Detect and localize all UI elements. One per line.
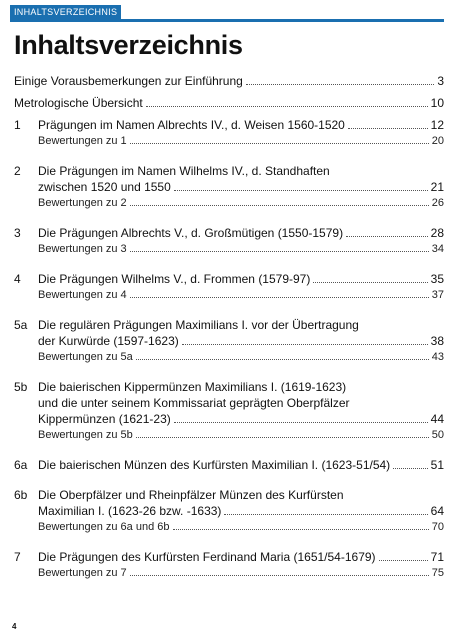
toc-entry-number: 6a	[14, 458, 28, 472]
toc-page-number: 20	[431, 135, 444, 147]
toc-dot-leader	[174, 180, 428, 191]
toc-entry-line	[38, 133, 444, 149]
toc-entry-title: Die regulären Prägungen Maximilians I. vor der Übertragung	[38, 318, 359, 332]
toc-entry-title: Die Prägungen Wilhelms V., d. Frommen (1579-97)	[38, 272, 311, 286]
page-number: 4	[12, 622, 17, 631]
toc-dot-leader	[379, 550, 428, 561]
toc-entry-line	[14, 95, 444, 111]
toc-entry-number: 2	[14, 164, 21, 178]
toc-entry[interactable]	[0, 317, 454, 333]
toc-entry-line	[38, 411, 444, 427]
toc-entry[interactable]	[0, 333, 454, 349]
toc-entry-title: Prägungen im Namen Albrechts IV., d. Weisen 1560-1520	[38, 118, 345, 132]
toc-entry-line	[14, 73, 444, 89]
toc-entry[interactable]	[0, 73, 454, 89]
toc-page-number: 10	[430, 96, 444, 110]
toc-entry[interactable]	[0, 163, 454, 179]
toc-page-number: 28	[430, 226, 444, 240]
toc-entry-line	[38, 179, 444, 195]
toc-page-number: 51	[430, 458, 444, 472]
toc-entry-number: 5a	[14, 318, 28, 332]
toc-entry-number: 5b	[14, 380, 28, 394]
toc-page-number: 64	[430, 504, 444, 518]
toc-entry[interactable]	[0, 379, 454, 395]
toc-entry-title: Bewertungen zu 5b	[38, 429, 133, 441]
toc-entry-title: Die baierischen Münzen des Kurfürsten Maximilian I. (1623-51/54)	[38, 458, 391, 472]
toc-entry-line	[38, 271, 444, 287]
toc-page-number: 50	[431, 429, 444, 441]
toc-dot-leader	[146, 96, 428, 107]
toc-dot-leader	[313, 272, 427, 283]
toc-entry-line	[38, 349, 444, 365]
toc-entry[interactable]	[0, 179, 454, 195]
toc-entry-line	[38, 333, 444, 349]
toc-page-number: 26	[431, 197, 444, 209]
toc-page-number: 35	[430, 272, 444, 286]
toc-dot-leader	[346, 226, 428, 237]
toc-entry-line	[38, 457, 444, 473]
toc-page-number: 70	[431, 521, 444, 533]
toc-dot-leader	[246, 74, 434, 85]
toc-entry[interactable]	[0, 457, 454, 473]
toc-dot-leader	[173, 519, 429, 530]
toc-subentry[interactable]	[0, 195, 454, 211]
toc-entry-number: 7	[14, 550, 21, 564]
toc-entry-line	[38, 379, 444, 395]
toc-entry-line	[38, 519, 444, 535]
toc-entry-title: Metrologische Übersicht	[14, 96, 143, 110]
toc-entry-line	[38, 565, 444, 581]
toc-entry-number: 3	[14, 226, 21, 240]
toc-page-number: 38	[430, 334, 444, 348]
toc-entry-title: und die unter seinem Kommissariat geprägten Oberpfälzer	[38, 396, 350, 410]
toc-entry-title: Maximilian I. (1623-26 bzw. -1633)	[38, 504, 222, 518]
toc-entry-title: Kippermünzen (1621-23)	[38, 412, 171, 426]
page-title: Inhaltsverzeichnis	[14, 30, 243, 60]
toc-subentry[interactable]	[0, 519, 454, 535]
toc-dot-leader	[174, 412, 428, 423]
toc-entry-line	[38, 287, 444, 303]
toc-entry-line	[38, 487, 444, 503]
toc-dot-leader	[130, 241, 429, 252]
toc-dot-leader	[130, 195, 429, 206]
toc-page-number: 37	[431, 289, 444, 301]
toc-dot-leader	[182, 334, 428, 345]
toc-subentry[interactable]	[0, 133, 454, 149]
toc-page-number: 43	[431, 351, 444, 363]
toc-entry[interactable]	[0, 95, 454, 111]
toc-page-number: 44	[430, 412, 444, 426]
toc-dot-leader	[348, 118, 428, 129]
toc-entry-title: Bewertungen zu 7	[38, 567, 127, 579]
running-header-label: INHALTSVERZEICHNIS	[10, 5, 121, 19]
toc-entry-title: Bewertungen zu 1	[38, 135, 127, 147]
toc-page-number: 21	[430, 180, 444, 194]
toc-entry-title: Die Prägungen des Kurfürsten Ferdinand Maria (1651/54-1679)	[38, 550, 376, 564]
toc-dot-leader	[393, 458, 427, 469]
toc-page-number: 34	[431, 243, 444, 255]
toc-entry-title: der Kurwürde (1597-1623)	[38, 334, 179, 348]
toc-page-number: 71	[430, 550, 444, 564]
toc-entry-line	[38, 117, 444, 133]
toc-entry[interactable]	[0, 395, 454, 411]
toc-entry-line	[38, 195, 444, 211]
toc-page-number: 75	[431, 567, 444, 579]
toc-entry-line	[38, 549, 444, 565]
toc-entry[interactable]	[0, 225, 454, 241]
toc-entry-line	[38, 225, 444, 241]
toc-dot-leader	[136, 349, 429, 360]
toc-page-number: 3	[437, 74, 444, 88]
toc-entry-title: Bewertungen zu 4	[38, 289, 127, 301]
toc-entry[interactable]	[0, 271, 454, 287]
toc-entry-line	[38, 427, 444, 443]
toc-subentry[interactable]	[0, 565, 454, 581]
toc-entry-title: Bewertungen zu 3	[38, 243, 127, 255]
toc-entry-title: Die baierischen Kippermünzen Maximilians I. (1619-1623)	[38, 380, 347, 394]
toc-entry-number: 4	[14, 272, 21, 286]
toc-entry[interactable]	[0, 549, 454, 565]
toc-entry-title: Bewertungen zu 2	[38, 197, 127, 209]
toc-dot-leader	[130, 133, 429, 144]
toc-entry[interactable]	[0, 487, 454, 503]
toc-entry-title: Bewertungen zu 6a und 6b	[38, 521, 170, 533]
toc-entry-number: 1	[14, 118, 21, 132]
toc-dot-leader	[224, 504, 427, 515]
toc-entry-line	[38, 163, 444, 179]
toc-entry[interactable]	[0, 117, 454, 133]
toc-page-number: 12	[430, 118, 444, 132]
toc-entry-line	[38, 317, 444, 333]
toc-entry-line	[38, 395, 444, 411]
toc-subentry[interactable]	[0, 241, 454, 257]
toc-dot-leader	[130, 565, 429, 576]
toc-entry-number: 6b	[14, 488, 28, 502]
toc-entry-line	[38, 241, 444, 257]
toc-subentry[interactable]	[0, 287, 454, 303]
toc-dot-leader	[130, 287, 429, 298]
toc-entry-title: Die Prägungen Albrechts V., d. Großmütigen (1550-1579)	[38, 226, 344, 240]
toc-entry-line	[38, 503, 444, 519]
toc-entry-title: zwischen 1520 und 1550	[38, 180, 171, 194]
toc-entry-title: Die Prägungen im Namen Wilhelms IV., d. Standhaften	[38, 164, 330, 178]
toc-dot-leader	[136, 427, 429, 438]
toc-subentry[interactable]	[0, 349, 454, 365]
toc-subentry[interactable]	[0, 427, 454, 443]
toc-entry[interactable]	[0, 503, 454, 519]
toc-entry-title: Die Oberpfälzer und Rheinpfälzer Münzen des Kurfürsten	[38, 488, 344, 502]
toc-entry[interactable]	[0, 411, 454, 427]
toc-entry-title: Einige Vorausbemerkungen zur Einführung	[14, 74, 243, 88]
toc-entry-title: Bewertungen zu 5a	[38, 351, 133, 363]
